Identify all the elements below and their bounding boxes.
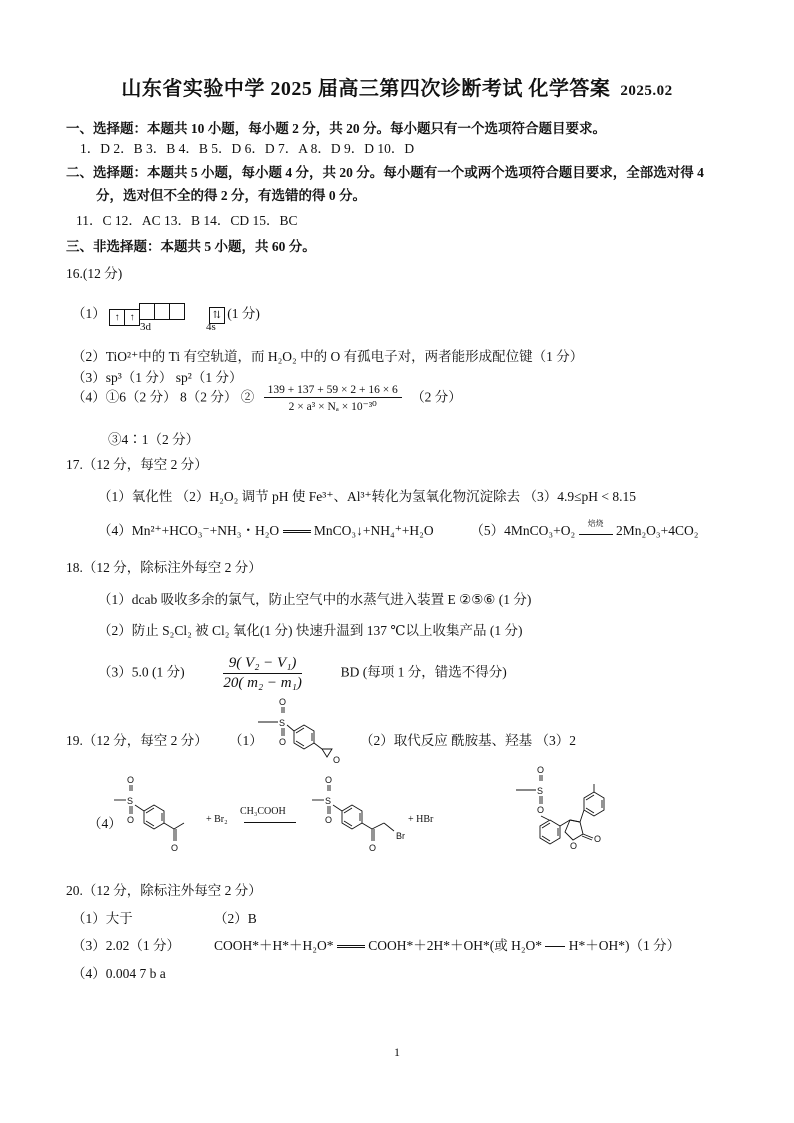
equals-sign: [283, 529, 311, 534]
atom-br: Br: [396, 831, 405, 841]
q18-line1: （1）dcab 吸收多余的氯气，防止空气中的水蒸气进入装置 E ②⑤⑥ (1 分): [98, 592, 532, 607]
atom-o: O: [537, 805, 545, 815]
label-3d: 3d: [140, 321, 151, 333]
reagent-br2: + Br₂: [206, 814, 228, 825]
atom-o: O: [127, 775, 135, 785]
lactone-structure: [514, 765, 634, 878]
atom-o: O: [279, 697, 287, 707]
density-numerator: 139 + 137 + 59 × 2 + 16 × 6: [264, 384, 402, 398]
q20-header: 20.（12 分，除标注外每空 2 分）: [66, 883, 262, 898]
purity-denominator: 20( m₂ − m₁): [223, 675, 302, 691]
purity-numerator: 9( V₂ − V₁): [223, 655, 301, 674]
orbital-box: ↑: [109, 309, 125, 326]
q19-part4-label: （4）: [88, 816, 122, 831]
title-main: 山东省实验中学 2025 届高三第四次诊断考试 化学答案: [121, 78, 611, 100]
q20-eq-right: H*＋OH*)（1 分）: [568, 938, 681, 953]
q16-part4-3: ③4∶1（2 分）: [108, 432, 200, 447]
q16-part1-label: （1）: [72, 306, 106, 321]
q20-part1: （1）大于: [72, 911, 133, 926]
q16-part4-prefix: （4）①6（2 分） 8（2 分） ②: [72, 389, 255, 405]
orbital-box: [154, 303, 170, 320]
orbital-box: ↑: [124, 309, 140, 326]
orbital-box: [139, 303, 155, 320]
q16-part1: [72, 302, 260, 326]
q20-part2: （2）B: [214, 911, 257, 926]
atom-o: O: [325, 815, 333, 825]
q17-line2: [98, 519, 698, 539]
product-hbr: + HBr: [408, 814, 434, 825]
q16-part4: [72, 384, 462, 413]
q20-part4: （4）0.004 7 b a: [72, 966, 166, 981]
equals-sign: [337, 944, 365, 949]
title-date: 2025.02: [620, 83, 673, 99]
epoxide-structure: [256, 697, 346, 770]
section2-answers: 11．C 12．AC 13．B 14．CD 15．BC: [76, 213, 298, 228]
ketone-structure: [114, 775, 204, 868]
section3-heading: 三、非选择题：本题共 5 小题，共 60 分。: [66, 239, 316, 254]
section2-heading-2: 分，选对但不全的得 2 分，有选错的得 0 分。: [96, 188, 366, 203]
density-fraction: [264, 384, 402, 413]
atom-o: O: [369, 843, 377, 853]
density-denominator: 2 × a³ × Nₐ × 10⁻³⁰: [288, 401, 377, 413]
equals-sign: [545, 945, 565, 948]
atom-o: O: [171, 843, 179, 853]
atom-o: O: [127, 815, 135, 825]
atom-s: S: [537, 786, 544, 796]
q16-part2: （2）TiO²⁺中的 Ti 有空轨道，而 H₂O₂ 中的 O 有孤电子对，两者能形成配位键（1 分）: [72, 349, 584, 364]
q16-header: 16.(12 分): [66, 266, 123, 281]
atom-s: S: [127, 796, 134, 806]
page-title: [0, 72, 794, 101]
reaction-arrow: [244, 822, 296, 823]
atom-o: O: [594, 834, 602, 844]
q20-part3: （3）2.02（1 分）: [72, 938, 180, 953]
q20-eq-mid: COOH*＋2H*＋OH*(或 H₂O*: [368, 938, 543, 953]
q19-part2-3: （2）取代反应 酰胺基、羟基 （3）2: [360, 733, 576, 748]
reaction-condition: [579, 519, 613, 535]
section1-heading: 一、选择题：本题共 10 小题，每小题 2 分，共 20 分。每小题只有一个选项符合题目要求。: [66, 121, 606, 136]
atom-o: O: [537, 765, 545, 775]
q19-part1-label: （1）: [229, 733, 263, 748]
q17-eq4-left: （4）Mn²⁺+HCO₃⁻+NH₃・H₂O: [98, 523, 280, 538]
q18-part3-right: BD (每项 1 分，错选不得分): [340, 664, 507, 680]
atom-s: S: [325, 796, 332, 806]
orbital-box: [169, 303, 185, 320]
q18-line3: [98, 655, 507, 692]
q16-part1-score: (1 分): [227, 306, 260, 321]
q18-part3-left: （3）5.0 (1 分): [98, 664, 185, 680]
reagent-solvent: CH₃COOH: [240, 806, 286, 817]
q20-eq-left: COOH*＋H*＋H₂O*: [214, 938, 334, 953]
atom-o: O: [570, 841, 578, 851]
q19-header: 19.（12 分，每空 2 分）: [66, 733, 208, 748]
section2-heading-1: 二、选择题：本题共 5 小题，每小题 4 分，共 20 分。每小题有一个或两个选项符合题目要求，全部选对得 4: [66, 165, 704, 180]
atom-o: O: [279, 737, 287, 747]
q18-header: 18.（12 分，除标注外每空 2 分）: [66, 560, 262, 575]
label-4s: 4s: [206, 321, 216, 333]
atom-s: S: [279, 718, 286, 728]
atom-o: O: [325, 775, 333, 785]
q17-line1: （1）氧化性 （2）H₂O₂ 调节 pH 使 Fe³⁺、Al³⁺转化为氢氧化物沉淀除去 （3）4.9≤pH < 8.15: [98, 489, 637, 504]
q18-line2: （2）防止 S₂Cl₂ 被 Cl₂ 氧化(1 分) 快速升温到 137 ℃以上收集产品 (1 分): [98, 623, 523, 638]
section1-answers: 1．D 2．B 3．B 4．B 5．D 6．D 7．A 8．D 9．D 10．D: [80, 141, 415, 156]
orbital-box: ⇅: [209, 307, 225, 324]
page-number: 1: [394, 1045, 400, 1059]
reaction-condition-text: 焙烧: [587, 519, 604, 528]
purity-fraction: [223, 655, 301, 692]
q16-part3: （3）sp³（1 分） sp²（1 分）: [72, 370, 243, 385]
q20-part3-equation: [214, 934, 680, 954]
atom-o: O: [333, 755, 341, 765]
q17-header: 17.（12 分，每空 2 分）: [66, 457, 208, 472]
bromoketone-structure: [312, 775, 422, 868]
q16-part4-suffix: （2 分）: [411, 389, 462, 405]
q17-eq5-left: （5）4MnCO₃+O₂: [470, 523, 576, 538]
q17-eq5-right: 2Mn₂O₃+4CO₂: [615, 523, 699, 538]
q17-eq4-right: MnCO₃↓+NH₄⁺+H₂O: [313, 523, 434, 538]
